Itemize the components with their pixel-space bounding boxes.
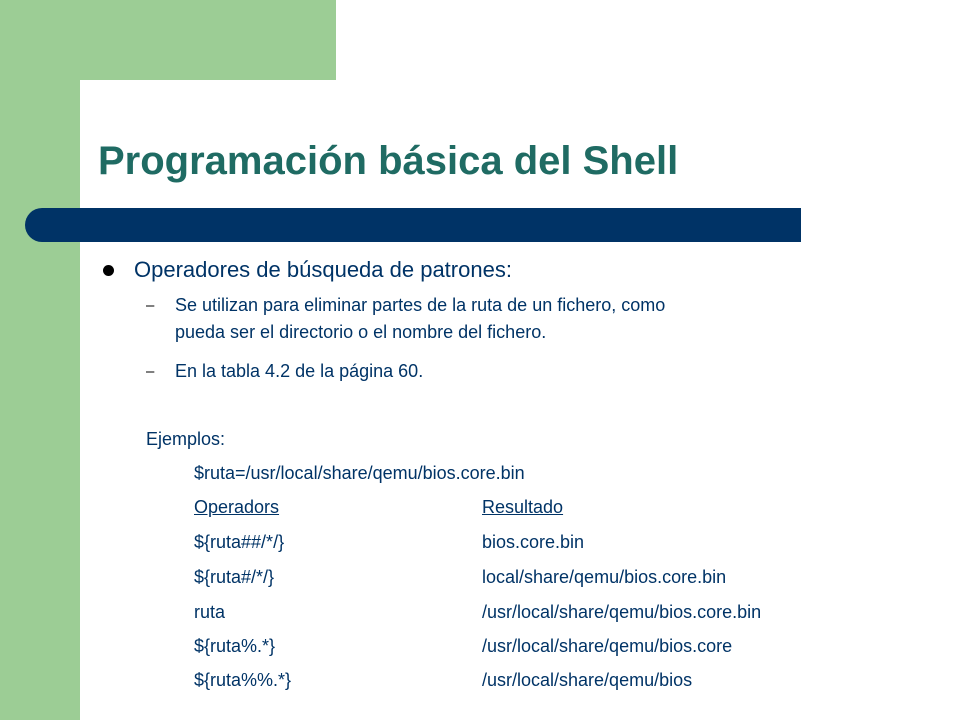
row-result: local/share/qemu/bios.core.bin — [482, 567, 727, 587]
header-operators: Operadors — [194, 497, 280, 517]
subbullet-2: En la tabla 4.2 de la página 60. — [175, 361, 424, 381]
row-operator: ${ruta##/*/} — [194, 532, 285, 552]
row-operator: ${ruta%.*} — [194, 636, 276, 656]
row-result: /usr/local/share/qemu/bios.core.bin — [482, 602, 762, 622]
main-bullet: Operadores de búsqueda de patrones: — [134, 257, 512, 282]
row-result: /usr/local/share/qemu/bios.core — [482, 636, 733, 656]
bullet-dot-icon — [103, 265, 114, 276]
dash-marker: – — [146, 297, 155, 314]
row-operator: ruta — [194, 602, 226, 622]
assignment-line: $ruta=/usr/local/share/qemu/bios.core.bin — [194, 463, 525, 483]
subbullet-1-line-2: pueda ser el directorio o el nombre del fichero. — [175, 322, 547, 342]
header-result: Resultado — [482, 497, 564, 517]
green-top-band — [0, 0, 336, 80]
dash-marker: – — [146, 363, 155, 380]
title-rule-bar — [25, 208, 801, 242]
rounded-corner-decoration — [80, 80, 140, 140]
green-side-band — [0, 0, 80, 720]
row-operator: ${ruta#/*/} — [194, 567, 275, 587]
row-operator: ${ruta%%.*} — [194, 670, 292, 690]
examples-label: Ejemplos: — [146, 429, 226, 449]
subbullet-1-line-1: Se utilizan para eliminar partes de la ruta de un fichero, como — [175, 295, 666, 315]
row-result: bios.core.bin — [482, 532, 585, 552]
slide-title: Programación básica del Shell — [98, 139, 679, 183]
row-result: /usr/local/share/qemu/bios — [482, 670, 693, 690]
